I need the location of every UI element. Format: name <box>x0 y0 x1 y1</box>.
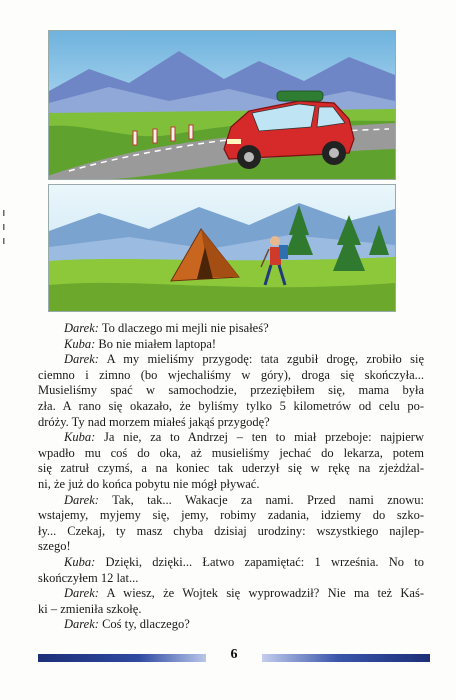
dialogue-line <box>38 430 424 446</box>
dialogue-line: wpadło mu coś do oka, aż musieliśmy jechać do lekarza, potem <box>38 445 424 460</box>
dialogue-line <box>38 337 424 353</box>
dialogue-line <box>38 617 424 633</box>
dialogue-line: zła. A rano się okazało, że byliśmy tylko 5 kilometrów od celu po- <box>38 398 424 413</box>
dialogue-text <box>38 321 424 633</box>
dialogue-line: dróży. Ty nad morzem miałeś jakąś przygodę? <box>38 414 270 429</box>
speaker-label: Darek: <box>64 586 99 601</box>
dialogue-line <box>38 321 424 337</box>
dialogue-line <box>38 493 424 509</box>
speaker-label: Kuba: <box>64 554 96 569</box>
dialogue-line <box>38 555 424 571</box>
footer-bar-right <box>262 654 430 662</box>
dialogue-line <box>38 352 424 368</box>
speaker-label: Kuba: <box>64 430 96 445</box>
speaker-label: Darek: <box>64 321 99 335</box>
illustration-camping <box>48 184 396 312</box>
dialogue-line <box>38 586 424 602</box>
dialogue-line: ni, że już do końca pobytu nie mógł pływać. <box>38 476 260 491</box>
dialogue-text-span: A my mieliśmy przygodę: tata zgubił drogę, zrobiło się <box>106 352 425 367</box>
speaker-label: Darek: <box>64 352 99 367</box>
dialogue-line: skończyłem 12 lat... <box>38 570 139 585</box>
speaker-label: Darek: <box>64 492 99 507</box>
footer-bar-left <box>38 654 206 662</box>
dialogue-text-span: A wiesz, że Wojtek się wyprowadził? Nie ma też Kaś- <box>106 586 424 601</box>
illustration-car-road <box>48 30 396 180</box>
dialogue-text-span: Dzięki, dzięki... Łatwo zapamiętać: 1 września. No to <box>105 554 424 569</box>
dialogue-text-span: Tak, tak... Wakacje za nami. Przed nami znowu: <box>112 492 424 507</box>
dialogue-line: się zatruł czymś, a na koniec tak uderzył się w rękę na zjeżdżal- <box>38 461 424 476</box>
dialogue-line: wstajemy, myjemy się, jemy, robimy zadania, idziemy do szko- <box>38 508 424 523</box>
speaker-label: Kuba: <box>64 336 96 351</box>
dialogue-text-span: To dlaczego mi mejli nie pisałeś? <box>101 321 269 335</box>
page-edge-mark <box>2 210 6 246</box>
dialogue-line: ły... Czekaj, ty masz chyba dzisiaj urodziny: wszystkiego najlep- <box>38 523 424 538</box>
dialogue-line: szego! <box>38 539 71 554</box>
dialogue-line: Musieliśmy spać w samochodzie, przeziębiłem się, mama była <box>38 383 424 398</box>
dialogue-line: ki – zmieniła szkołę. <box>38 601 142 616</box>
dialogue-text-span: Ja nie, za to Andrzej – ten to miał przeboje: najpierw <box>103 430 424 445</box>
page-number: 6 <box>230 647 238 662</box>
dialogue-line: ciemno i zimno (bo wjechaliśmy w góry), droga się skończyła... <box>38 367 424 382</box>
dialogue-text-span: Coś ty, dlaczego? <box>102 617 190 632</box>
dialogue-text-span: Bo nie miałem laptopa! <box>98 336 217 351</box>
speaker-label: Darek: <box>64 617 99 632</box>
